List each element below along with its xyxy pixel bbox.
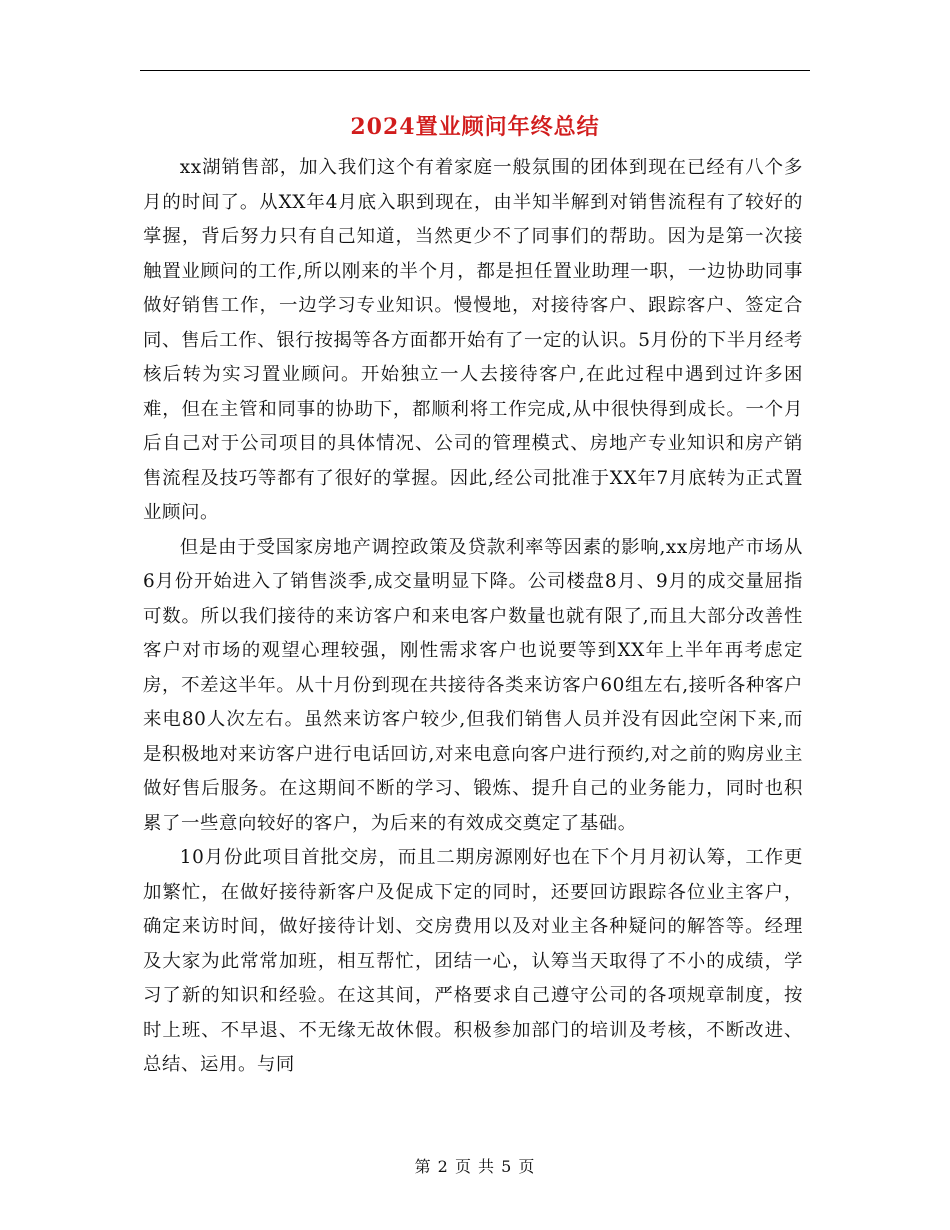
paragraph-1: xx湖销售部，加入我们这个有着家庭一般氛围的团体到现在已经有八个多月的时间了。从XX年4月底入职到现在，由半知半解到对销售流程有了较好的掌握，背后努力只有自己知道，当然更少不了同事们的帮助。因为是第一次接触置业顾问的工作,所以刚来的半个月，都是担任置业助理一职，一边协助同事做好销售工作，一边学习专业知识。慢慢地，对接待客户、跟踪客户、签定合同、售后工作、银行按揭等各方面都开始有了一定的认识。5月份的下半月经考核后转为实习置业顾问。开始独立一人去接待客户,在此过程中遇到过许多困难，但在主管和同事的协助下，都顺利将工作完成,从中很快得到成长。一个月后自己对于公司项目的具体情况、公司的管理模式、房地产专业知识和房产销售流程及技巧等都有了很好的掌握。因此,经公司批准于XX年7月底转为正式置业顾问。 xyxy=(143,157,803,523)
header-rule xyxy=(140,70,810,71)
paragraph-2: 但是由于受国家房地产调控政策及贷款利率等因素的影响,xx房地产市场从6月份开始进入了销售淡季,成交量明显下降。公司楼盘8月、9月的成交量屈指可数。所以我们接待的来访客户和来电客户数量也就有限了,而且大部分改善性客户对市场的观望心理较强，刚性需求客户也说要等到XX年上半年再考虑定房，不差这半年。从十月份到现在共接待各类来访客户60组左右,接听各种客户来电80人次左右。虽然来访客户较少,但我们销售人员并没有因此空闲下来,而是积极地对来访客户进行电话回访,对来电意向客户进行预约,对之前的购房业主做好售后服务。在这期间不断的学习、锻炼、提升自己的业务能力，同时也积累了一些意向较好的客户，为后来的有效成交奠定了基础。 xyxy=(143,536,803,834)
document-title: 2024置业顾问年终总结 xyxy=(350,114,600,140)
document-body xyxy=(143,151,803,1083)
paragraph-3: 10月份此项目首批交房，而且二期房源刚好也在下个月月初认筹，工作更加繁忙，在做好接待新客户及促成下定的同时，还要回访跟踪各位业主客户，确定来访时间，做好接待计划、交房费用以及对业主各种疑问的解答等。经理及大家为此常常加班，相互帮忙，团结一心，认筹当天取得了不小的成绩，学习了新的知识和经验。在这其间，严格要求自己遵守公司的各项规章制度，按时上班、不早退、不无缘无故休假。积极参加部门的培训及考核，不断改进、总结、运用。与同 xyxy=(143,847,803,1075)
page-number-footer: 第 2 页 共 5 页 xyxy=(414,1157,536,1176)
